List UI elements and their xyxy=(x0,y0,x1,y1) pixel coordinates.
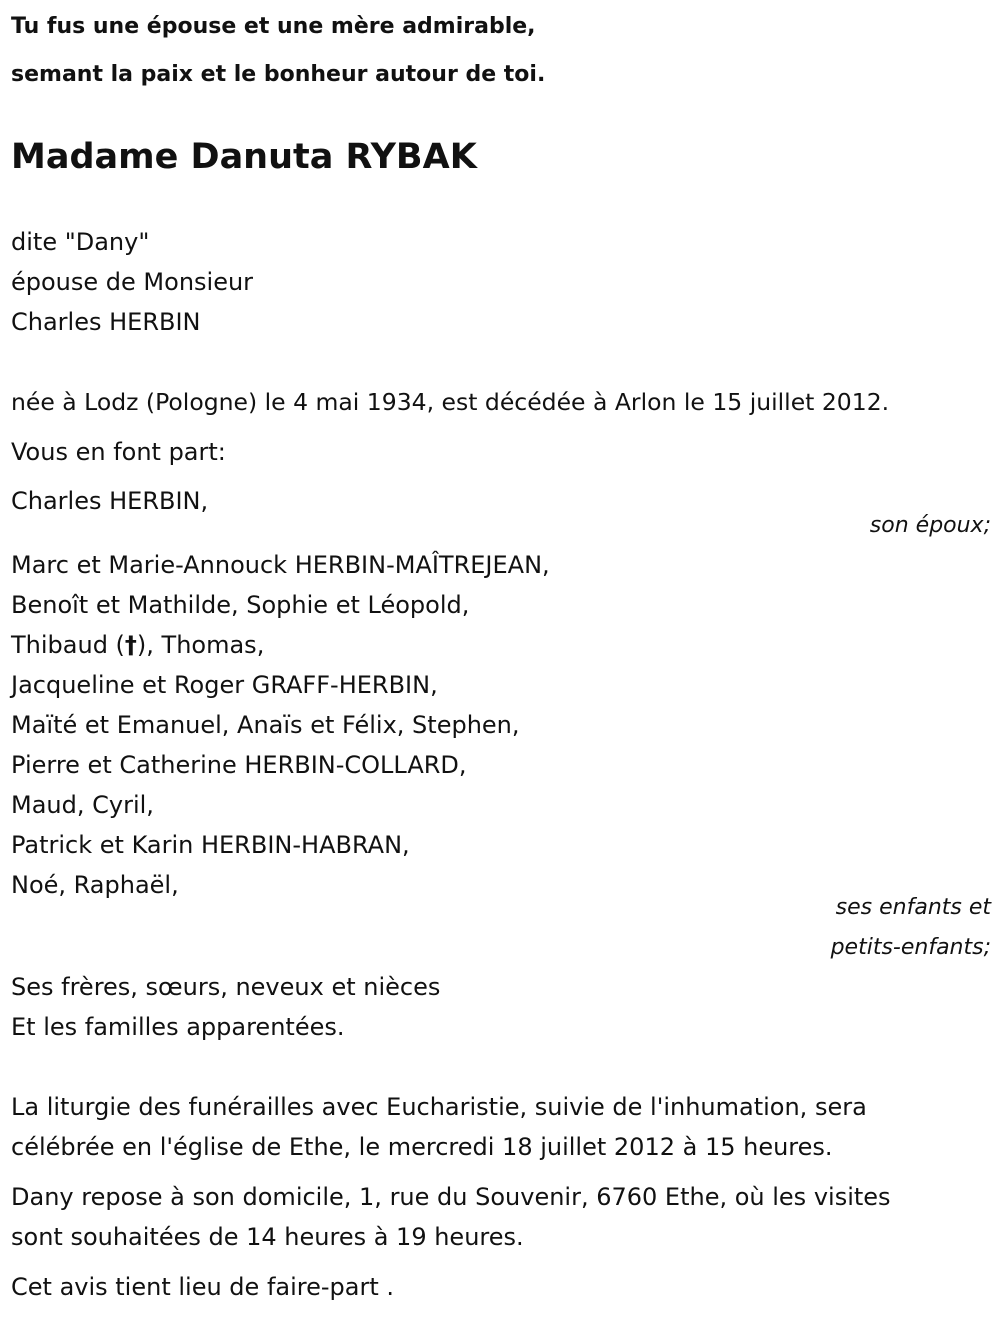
announce-intro: Vous en font part: xyxy=(11,438,226,466)
alias-block xyxy=(11,222,253,342)
children-line-3-start: Thibaud ( xyxy=(11,631,125,659)
spouse-name: Charles HERBIN, xyxy=(11,487,209,515)
children-line-1: Marc et Marie-Annouck HERBIN-MAÎTREJEAN, xyxy=(11,551,550,579)
liturgy-line-1: La liturgie des funérailles avec Eucharistie, suivie de l'inhumation, sera xyxy=(11,1093,867,1121)
children-line-5: Maïté et Emanuel, Anaïs et Félix, Stephen, xyxy=(11,711,520,739)
children-line-3 xyxy=(11,625,550,665)
epigraph xyxy=(11,3,545,99)
liturgy-paragraph xyxy=(11,1087,867,1167)
closing-line: Cet avis tient lieu de faire-part . xyxy=(11,1273,395,1301)
children-line-9: Noé, Raphaël, xyxy=(11,871,179,899)
children-line-3-end: ), Thomas, xyxy=(136,631,265,659)
extended-family-line-2: Et les familles apparentées. xyxy=(11,1013,345,1041)
epigraph-line-1: Tu fus une épouse et une mère admirable, xyxy=(11,14,536,39)
extended-family-line-1: Ses frères, sœurs, neveux et nièces xyxy=(11,973,441,1001)
visits-paragraph xyxy=(11,1177,891,1257)
children-relation-line-2: petits-enfants; xyxy=(830,935,991,960)
children-relation-line-1: ses enfants et xyxy=(835,895,991,920)
extended-family xyxy=(11,967,440,1047)
alias-line-2: épouse de Monsieur xyxy=(11,268,254,296)
children-line-2: Benoît et Mathilde, Sophie et Léopold, xyxy=(11,591,470,619)
cross-icon: † xyxy=(124,631,137,659)
birth-death-line: née à Lodz (Pologne) le 4 mai 1934, est décédée à Arlon le 15 juillet 2012. xyxy=(11,388,890,416)
children-line-7: Maud, Cyril, xyxy=(11,791,154,819)
visits-line-1: Dany repose à son domicile, 1, rue du Souvenir, 6760 Ethe, où les visites xyxy=(11,1183,891,1211)
alias-line-3: Charles HERBIN xyxy=(11,308,201,336)
children-line-4: Jacqueline et Roger GRAFF-HERBIN, xyxy=(11,671,438,699)
deceased-name: Madame Danuta RYBAK xyxy=(11,137,477,177)
children-line-6: Pierre et Catherine HERBIN-COLLARD, xyxy=(11,751,467,779)
children-relation xyxy=(831,888,991,968)
alias-line-1: dite "Dany" xyxy=(11,228,150,256)
children-line-8: Patrick et Karin HERBIN-HABRAN, xyxy=(11,831,410,859)
children-list xyxy=(11,545,550,905)
visits-line-2: sont souhaitées de 14 heures à 19 heures. xyxy=(11,1223,524,1251)
liturgy-line-2: célébrée en l'église de Ethe, le mercredi 18 juillet 2012 à 15 heures. xyxy=(11,1133,833,1161)
spouse-relation: son époux; xyxy=(869,513,991,538)
epigraph-line-2: semant la paix et le bonheur autour de toi. xyxy=(11,62,546,87)
